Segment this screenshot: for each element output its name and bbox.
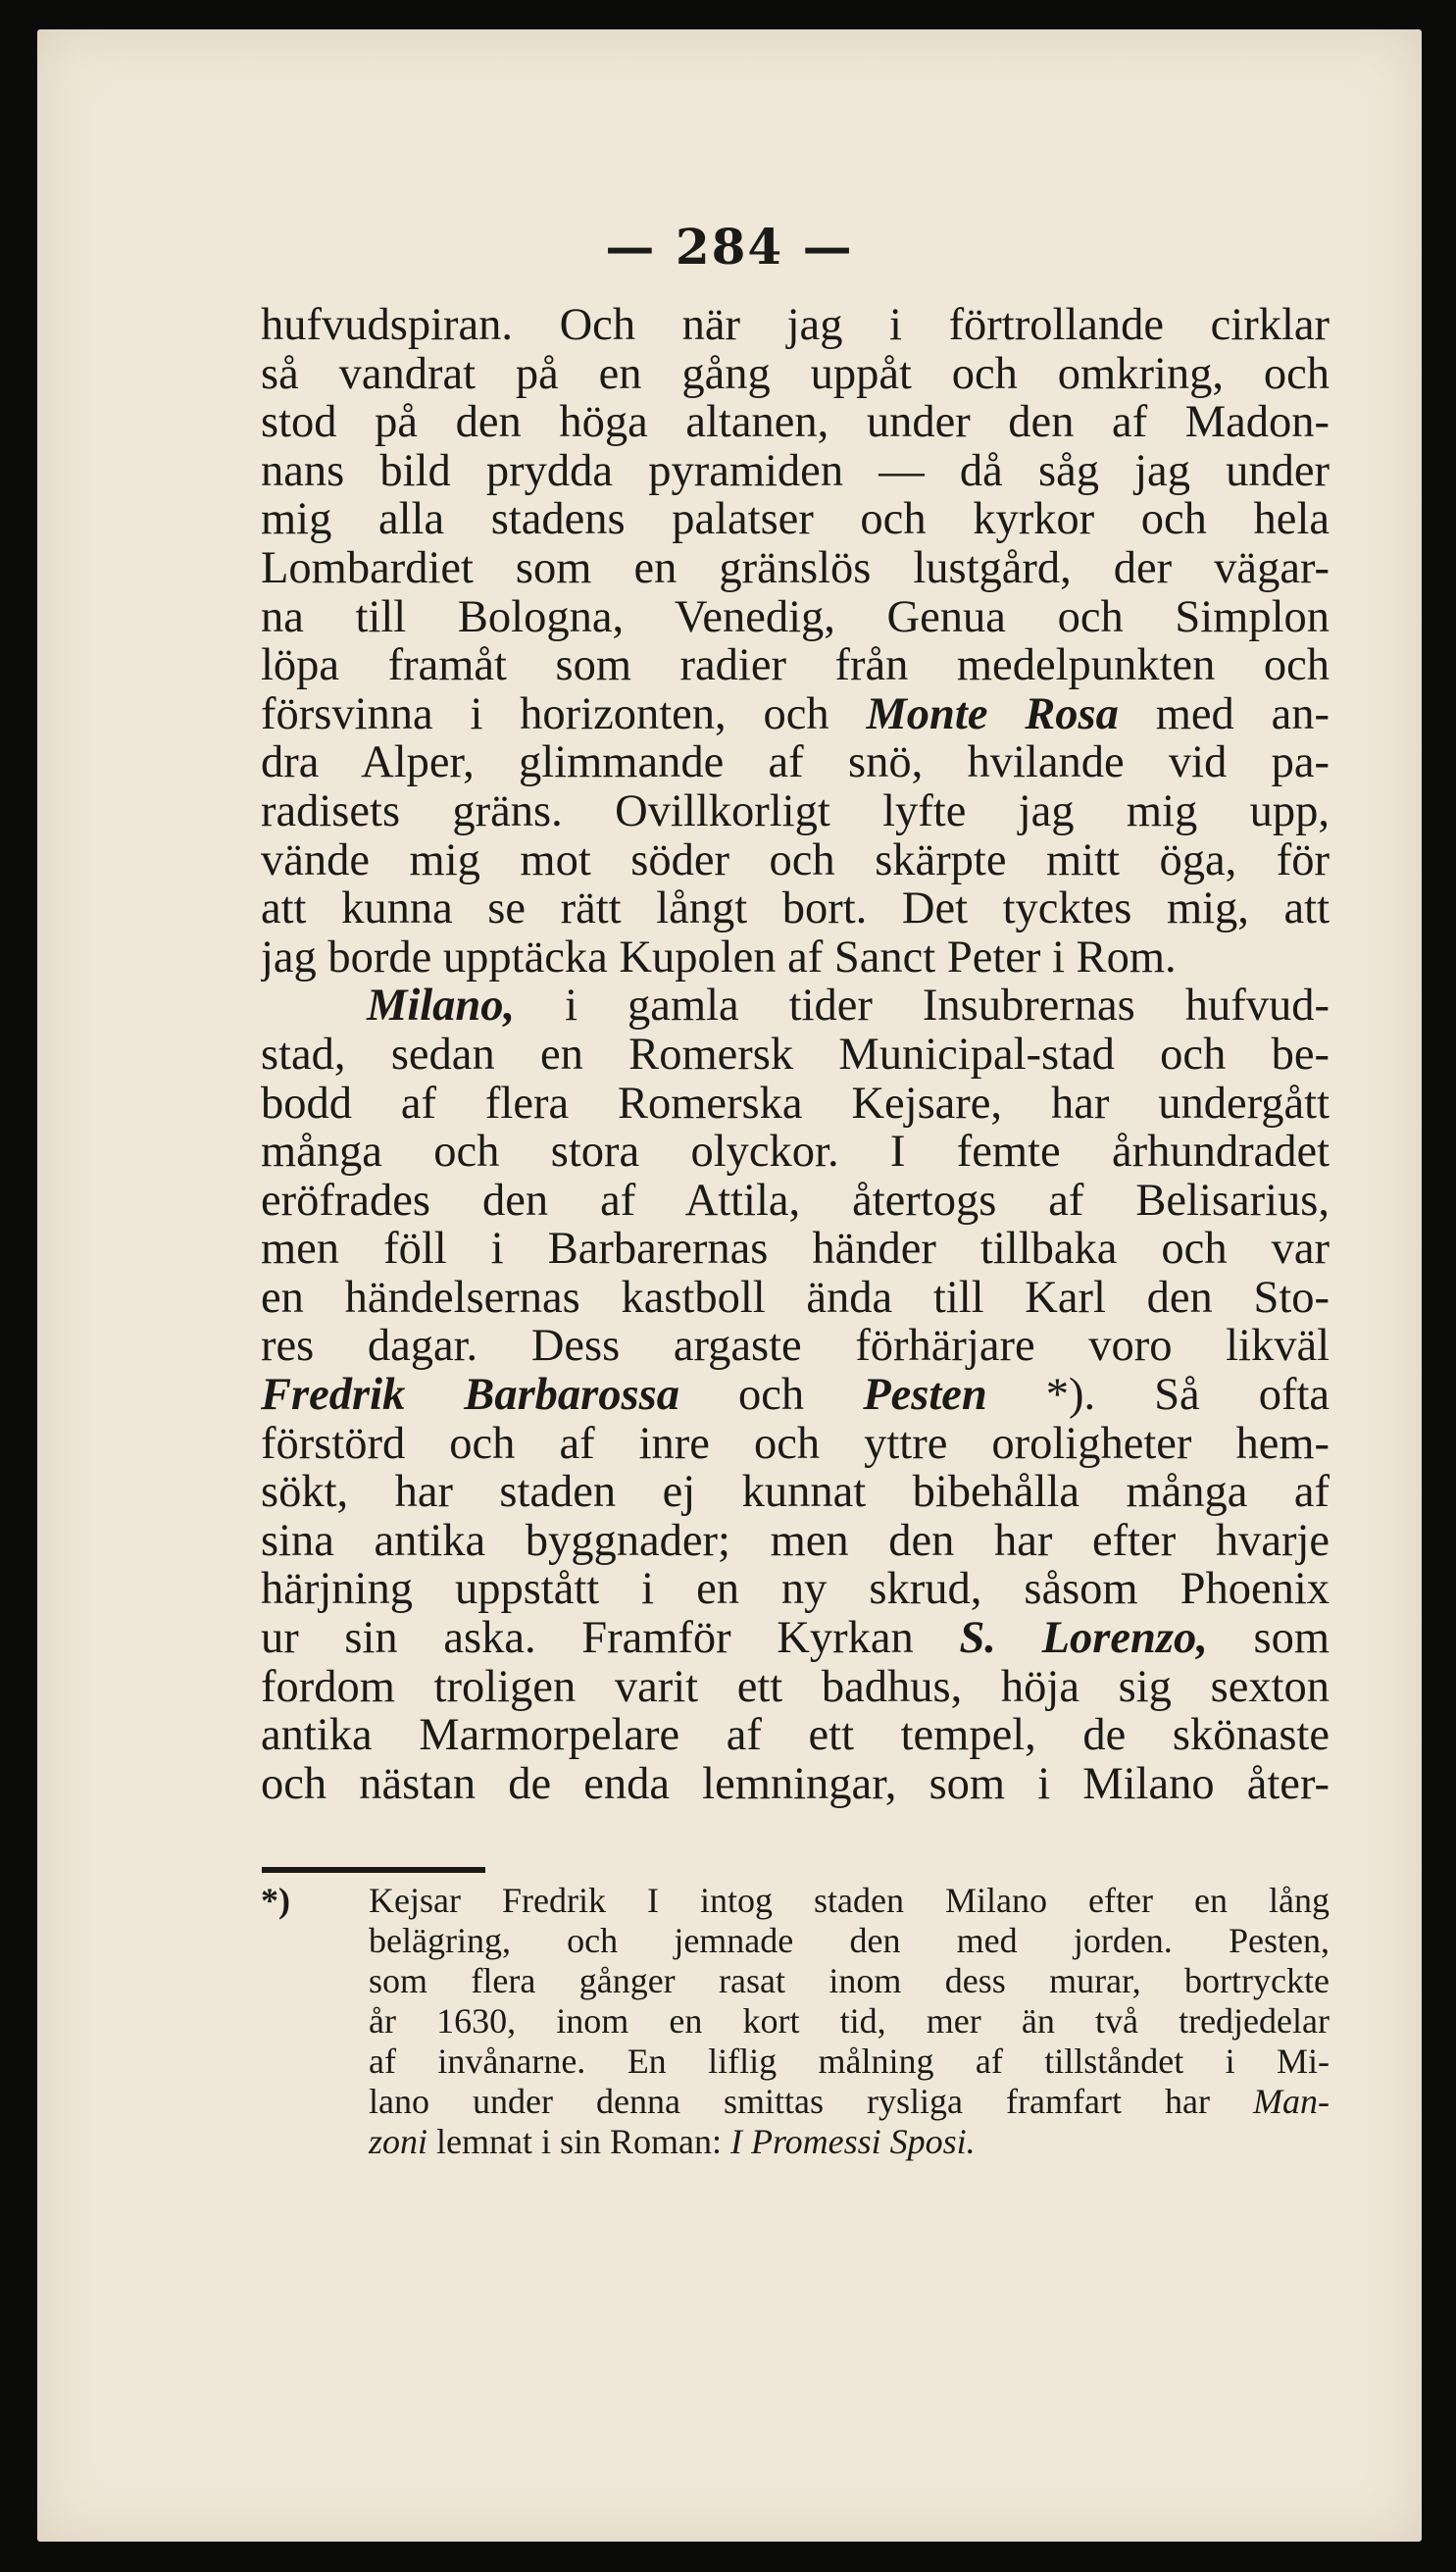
text-line: förstörd och af inre och yttre oroligheter hem- — [261, 1419, 1330, 1469]
text-segment: ur sin aska. Framför Kyrkan — [261, 1614, 914, 1663]
text-line: många och stora olyckor. I femte århundradet — [261, 1128, 1330, 1177]
text-line: stad, sedan en Romersk Municipal-stad och be- — [261, 1030, 1330, 1080]
text-segment: som — [1253, 1614, 1330, 1663]
text-line: och nästan de enda lemningar, som i Milano åter- — [261, 1759, 1330, 1809]
text-segment: lemnat i sin Roman: — [436, 2122, 722, 2161]
text-line: att kunna se rätt långt bort. Det tycktes mig, att — [261, 884, 1330, 933]
footnote-line — [369, 2122, 1330, 2162]
text-line: men föll i Barbarernas händer tillbaka och var — [261, 1225, 1330, 1274]
footnote-line: som flera gånger rasat inom dess murar, bortryckte — [369, 1961, 1330, 2000]
text-line: en händelsernas kastboll ända till Karl den Sto- — [261, 1273, 1330, 1323]
text-line: res dagar. Dess argaste förhärjare voro likväl — [261, 1322, 1330, 1372]
text-line — [261, 982, 1330, 1031]
footnote-line — [369, 2082, 1330, 2122]
text-segment: *). Så ofta — [1045, 1371, 1330, 1420]
emphasized-name-manzoni-cont: zoni — [369, 2122, 428, 2161]
footnote-line: belägring, och jemnade den med jorden. Pesten, — [369, 1921, 1330, 1960]
text-line — [261, 1614, 1330, 1663]
text-line — [261, 690, 1330, 739]
text-line: stod på den höga altanen, under den af Madon- — [261, 398, 1330, 447]
emphasized-name-milano: Milano, — [367, 982, 516, 1031]
footnote-line: af invånarne. En liflig målning af tillståndet i Mi- — [369, 2042, 1330, 2081]
text-line: mig alla stadens palatser och kyrkor och hela — [261, 495, 1330, 544]
text-line: vände mig mot söder och skärpte mitt öga, för — [261, 835, 1330, 885]
emphasized-name-pesten: Pesten — [863, 1371, 987, 1420]
text-line: eröfrades den af Attila, återtogs af Belisarius, — [261, 1176, 1330, 1226]
text-segment: i gamla tider Insubrernas hufvud- — [565, 982, 1330, 1031]
emphasized-name-s-lorenzo: S. Lorenzo, — [959, 1614, 1208, 1663]
main-text — [261, 301, 1330, 1808]
text-line: jag borde upptäcka Kupolen af Sanct Peter i Rom. — [261, 933, 1177, 983]
text-line — [261, 1371, 1330, 1420]
text-line: antika Marmorpelare af ett tempel, de skönaste — [261, 1711, 1330, 1760]
text-segment: med an- — [1155, 689, 1330, 739]
text-line: Lombardiet som en gränslös lustgård, der vägar- — [261, 543, 1330, 593]
emphasized-title-promessi-sposi: I Promessi Sposi. — [730, 2122, 976, 2161]
paper-sheet — [37, 29, 1422, 2542]
text-line: fordom troligen varit ett badhus, höja sig sexton — [261, 1662, 1330, 1712]
footnote — [261, 1881, 1330, 2162]
emphasized-name-monte-rosa: Monte Rosa — [866, 689, 1119, 739]
text-line: sökt, har staden ej kunnat bibehålla många af — [261, 1468, 1330, 1517]
text-line: nans bild prydda pyramiden — då såg jag under — [261, 446, 1330, 496]
footnote-line: Kejsar Fredrik I intog staden Milano efter en lång — [369, 1881, 1330, 1920]
text-line: sina antika byggnader; men den har efter hvarje — [261, 1516, 1330, 1566]
text-segment: och — [738, 1371, 805, 1420]
footnote-divider — [262, 1867, 485, 1873]
footnote-line: år 1630, inom en kort tid, mer än två tredjedelar — [369, 2001, 1330, 2041]
emphasized-name-manzoni: Man- — [1253, 2082, 1330, 2121]
text-line: så vandrat på en gång uppåt och omkring, och — [261, 349, 1330, 399]
page-number: — 284 — — [605, 218, 854, 276]
text-line: radisets gräns. Ovillkorligt lyfte jag mig upp, — [261, 786, 1330, 836]
emphasized-name-fredrik-barbarossa: Fredrik Barbarossa — [261, 1371, 679, 1420]
footnote-mark: *) — [261, 1881, 290, 1920]
text-line: dra Alper, glimmande af snö, hvilande vid pa- — [261, 738, 1330, 787]
text-segment: försvinna i horizonten, och — [261, 689, 829, 739]
text-segment: lano under denna smittas rysliga framfart har — [369, 2082, 1210, 2121]
text-line: hufvudspiran. Och när jag i förtrollande cirklar — [261, 301, 1330, 350]
text-line: löpa framåt som radier från medelpunkten och — [261, 641, 1330, 690]
text-line: na till Bologna, Venedig, Genua och Simplon — [261, 592, 1330, 642]
text-line: härjning uppstått i en ny skrud, såsom Phoenix — [261, 1565, 1330, 1615]
text-line: bodd af flera Romerska Kejsare, har undergått — [261, 1079, 1330, 1129]
